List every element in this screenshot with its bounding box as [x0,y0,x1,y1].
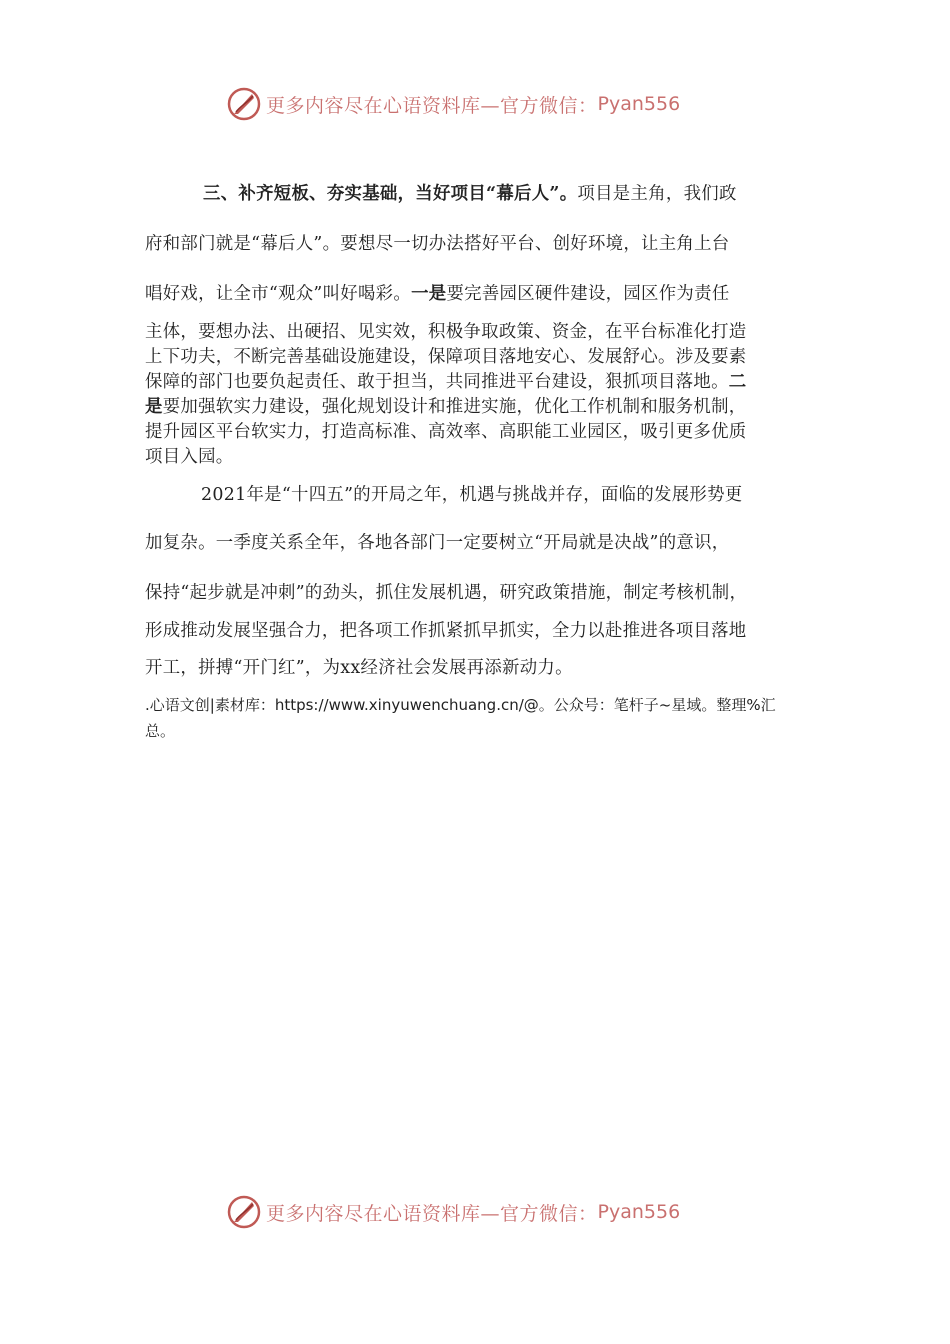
header-banner [226,84,680,124]
paragraph2-line2: 加复杂。一季度关系全年，各地各部门一定要树立“开局就是决战”的意识， [145,533,730,553]
banner-text: 更多内容尽在心语资料库—官方微信： [266,1202,598,1225]
section-heading: 三、补齐短板、夯实基础，当好项目“幕后人”。 [203,184,578,204]
source-note-line2: 总。 [145,722,176,740]
paragraph1-line6 [145,370,810,394]
text-span: 项目是主角，我们政 [577,184,737,204]
banner-wechat-id: Pyan556 [597,1201,681,1223]
paragraph2-line1: 2021年是“十四五”的开局之年，机遇与挑战并存，面临的发展形势更 [201,485,743,505]
banner-text: 更多内容尽在心语资料库—官方微信： [266,94,598,117]
banner-wechat-id: Pyan556 [597,93,681,115]
paragraph1-line2: 府和部门就是“幕后人”。要想尽一切办法搭好平台、创好环境，让主角上台 [145,234,730,254]
paragraph1-line4: 主体，要想办法、出硬招、见实效，积极争取政策、资金，在平台标准化打造 [145,322,747,342]
paragraph1-line5: 上下功夫，不断完善基础设施建设，保障项目落地安心、发展舒心。涉及要素 [145,347,747,367]
paragraph2-line5: 开工，拼搏“开门红”，为xx经济社会发展再添新动力。 [145,658,573,678]
paragraph1-line7 [145,395,810,419]
text-span: 要完善园区硬件建设，园区作为责任 [446,284,730,304]
paragraph1-line3 [145,282,810,306]
paragraph1-line8: 提升园区平台软实力，打造高标准、高效率、高职能工业园区，吸引更多优质 [145,422,747,442]
emphasis-first: 一是 [411,284,447,304]
text-span: 唱好戏，让全市“观众”叫好喝彩。 [145,284,412,304]
text-span: 保障的部门也要负起责任、敢于担当，共同推进平台建设，狠抓项目落地。 [145,372,729,392]
paragraph1-line9: 项目入园。 [145,447,234,467]
text-span: 要加强软实力建设，强化规划设计和推进实施，优化工作机制和服务机制， [162,397,747,417]
source-note [145,692,810,744]
quill-logo-icon [226,86,262,122]
paragraph2-line4: 形成推动发展坚强合力，把各项工作抓紧抓早抓实，全力以赴推进各项目落地 [145,621,747,641]
paragraph1-line1 [145,182,810,206]
emphasis-second: 二 [728,372,747,392]
source-note-line1: .心语文创|素材库：https://www.xinyuwenchuang.cn/@。公众号：笔杆子~星域。整理%汇 [145,696,776,714]
footer-banner [226,1192,680,1232]
emphasis-second-cont: 是 [145,397,163,417]
quill-logo-icon [226,1194,262,1230]
paragraph2-line3: 保持“起步就是冲刺”的劲头，抓住发展机遇，研究政策措施，制定考核机制， [145,583,748,603]
